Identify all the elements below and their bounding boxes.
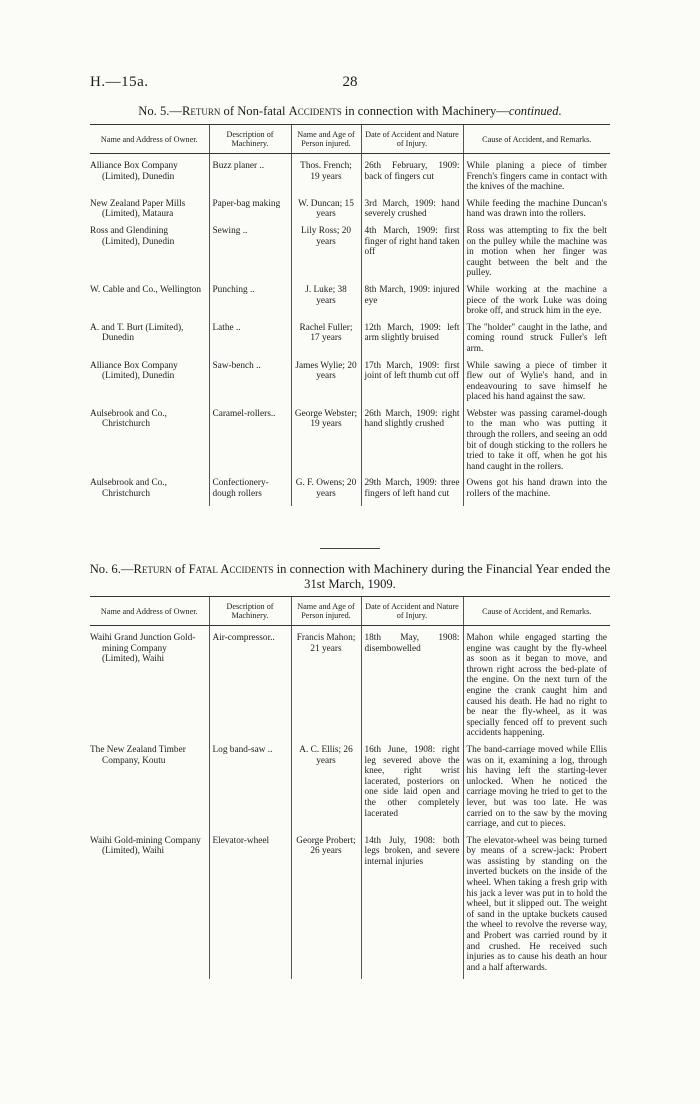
remarks-cell: Webster was passing caramel-dough to the man who was putting it through the rollers, and seeing an odd bit of dough sticking to the rollers he tried to take it off, when he got his hand caught in the rollers. bbox=[463, 409, 610, 479]
table-row bbox=[90, 199, 610, 226]
table6-header-row bbox=[90, 597, 610, 626]
table5-header-row bbox=[90, 125, 610, 154]
owner-cell: A. and T. Burt (Limited), Dunedin bbox=[90, 322, 184, 344]
owner-cell: Alliance Box Company (Limited), Dunedin bbox=[90, 360, 178, 382]
table-row bbox=[90, 409, 610, 479]
injury-cell: 26th February, 1909: back of fingers cut bbox=[361, 154, 463, 199]
machinery-cell: Punching .. bbox=[209, 285, 291, 323]
injury-cell: 18th May, 1908: disembowelled bbox=[361, 626, 463, 745]
table-row bbox=[90, 323, 610, 361]
machinery-cell: Log band-saw .. bbox=[209, 745, 291, 836]
column-header-injury: Date of Accident and Nature of Injury. bbox=[361, 125, 463, 154]
person-cell: James Wylie; 20 years bbox=[291, 361, 361, 409]
machinery-cell: Sewing .. bbox=[209, 226, 291, 285]
injury-cell: 14th July, 1908: both legs broken, and severe internal injuries bbox=[361, 836, 463, 980]
owner-cell: The New Zealand Timber Company, Koutu bbox=[90, 744, 186, 766]
column-header-person: Name and Age of Person injured. bbox=[291, 597, 361, 626]
remarks-cell: While feeding the machine Duncan's hand was drawn into the rollers. bbox=[463, 199, 610, 226]
column-header-injury: Date of Accident and Nature of Injury. bbox=[361, 597, 463, 626]
person-cell: Lily Ross; 20 years bbox=[291, 226, 361, 285]
remarks-cell: The "holder" caught in the lathe, and coming round struck Fuller's left arm. bbox=[463, 323, 610, 361]
remarks-cell: While working at the machine a piece of the work Luke was doing broke off, and struck him in the eye. bbox=[463, 285, 610, 323]
owner-cell: Aulsebrook and Co., Christchurch bbox=[90, 478, 167, 500]
person-cell: G. F. Owens; 20 years bbox=[291, 478, 361, 505]
machinery-cell: Buzz planer .. bbox=[209, 154, 291, 199]
injury-cell: 26th March, 1909: right hand slightly crushed bbox=[361, 409, 463, 479]
injury-cell: 4th March, 1909: first finger of right hand taken off bbox=[361, 226, 463, 285]
remarks-cell: The elevator-wheel was being turned by means of a screw-jack: Probert was assisting by standing on the inverted buckets on the inside of the wheel. When taking a fresh grip with his jack a lever was put in to hold the wheel, but it slipped out. The weight of sand in the uptake buckets caused the wheel to revolve the reverse way, and Probert was carried round by it and crushed. He received such injuries as to cause his death an hour and a half afterwards. bbox=[463, 836, 610, 980]
column-header-remarks: Cause of Accident, and Remarks. bbox=[463, 597, 610, 626]
injury-cell: 8th March, 1909: injured eye bbox=[361, 285, 463, 323]
owner-cell: Ross and Glendining (Limited), Dunedin bbox=[90, 225, 175, 247]
column-header-owner: Name and Address of Owner. bbox=[90, 597, 209, 626]
table-row bbox=[90, 226, 610, 285]
page-number: 28 bbox=[342, 74, 358, 90]
person-cell: George Webster; 19 years bbox=[291, 409, 361, 479]
injury-cell: 16th June, 1908: right leg severed above the knee, right wrist lacerated, posteriors on one side laid open and the other completely lacerated bbox=[361, 745, 463, 836]
machinery-cell: Saw-bench .. bbox=[209, 361, 291, 409]
person-cell: Rachel Fuller; 17 years bbox=[291, 323, 361, 361]
machinery-cell: Air-compressor.. bbox=[209, 626, 291, 745]
column-header-machinery: Description of Machinery. bbox=[209, 125, 291, 154]
person-cell: A. C. Ellis; 26 years bbox=[291, 745, 361, 836]
owner-cell: W. Cable and Co., Wellington bbox=[90, 284, 202, 295]
injury-cell: 3rd March, 1909: hand severely crushed bbox=[361, 199, 463, 226]
table-row bbox=[90, 361, 610, 409]
owner-cell: Alliance Box Company (Limited), Dunedin bbox=[90, 161, 178, 182]
column-header-machinery: Description of Machinery. bbox=[209, 597, 291, 626]
injury-cell: 12th March, 1909: left arm slightly bruised bbox=[361, 323, 463, 361]
report-reference: H.—15a. bbox=[90, 74, 149, 90]
column-header-person: Name and Age of Person injured. bbox=[291, 125, 361, 154]
owner-cell: Waihi Grand Junction Gold-mining Company (Limited), Waihi bbox=[90, 633, 196, 665]
table-row bbox=[90, 285, 610, 323]
remarks-cell: Mahon while engaged starting the engine was caught by the fly-wheel as soon as it began to move, and thrown right across the bed-plate of the engine. On the next turn of the engine the crank caught him and caused his death. He had no right to be near the fly-wheel, as it was specially fenced off to prevent such accidents happening. bbox=[463, 626, 610, 745]
owner-cell: New Zealand Paper Mills (Limited), Mataura bbox=[90, 198, 186, 220]
person-cell: George Probert; 26 years bbox=[291, 836, 361, 980]
machinery-cell: Elevator-wheel bbox=[209, 836, 291, 980]
remarks-cell: While sawing a piece of timber it flew out of Wylie's hand, and in endeavouring to save himself he placed his hand against the saw. bbox=[463, 361, 610, 409]
column-header-owner: Name and Address of Owner. bbox=[90, 125, 209, 154]
machinery-cell: Confectionery-dough rollers bbox=[209, 478, 291, 505]
table5-nonfatal-accidents bbox=[90, 124, 610, 506]
table6-title: No. 6.—Return of Fatal Accidents in connection with Machinery during the Financial Year ended the 31st March, 1909. bbox=[89, 562, 611, 591]
table6-fatal-accidents bbox=[90, 596, 610, 979]
remarks-cell: The band-carriage moved while Ellis was on it, examining a log, through his having left the starting-lever unlocked. When he noticed the carriage moving he tried to get to the lever, but was too late. He was carried on to the saw by the moving carriage, and cut to pieces. bbox=[463, 745, 610, 836]
column-header-remarks: Cause of Accident, and Remarks. bbox=[463, 125, 610, 154]
owner-cell: Aulsebrook and Co., Christchurch bbox=[90, 408, 167, 430]
remarks-cell: While planing a piece of timber French's fingers came in contact with the knives of the machine. bbox=[463, 154, 610, 199]
machinery-cell: Lathe .. bbox=[209, 323, 291, 361]
machinery-cell: Caramel-rollers.. bbox=[209, 409, 291, 479]
remarks-cell: Ross was attempting to fix the belt on the pulley while the machine was in motion when her finger was caught between the belt and the pulley. bbox=[463, 226, 610, 285]
remarks-cell: Owens got his hand drawn into the rollers of the machine. bbox=[463, 478, 610, 505]
injury-cell: 29th March, 1909: three fingers of left hand cut bbox=[361, 478, 463, 505]
table-row bbox=[90, 745, 610, 836]
person-cell: J. Luke; 38 years bbox=[291, 285, 361, 323]
table5-title: No. 5.—Return of Non-fatal Accidents in connection with Machinery—continued. bbox=[138, 104, 562, 118]
table-row bbox=[90, 154, 610, 199]
person-cell: Thos. French; 19 years bbox=[291, 154, 361, 199]
table-row bbox=[90, 836, 610, 980]
section-divider bbox=[320, 548, 380, 549]
person-cell: W. Duncan; 15 years bbox=[291, 199, 361, 226]
table-row bbox=[90, 626, 610, 745]
injury-cell: 17th March, 1909: first joint of left thumb cut off bbox=[361, 361, 463, 409]
table-row bbox=[90, 478, 610, 505]
person-cell: Francis Mahon; 21 years bbox=[291, 626, 361, 745]
machinery-cell: Paper-bag making bbox=[209, 199, 291, 226]
owner-cell: Waihi Gold-mining Company (Limited), Waihi bbox=[90, 835, 201, 857]
